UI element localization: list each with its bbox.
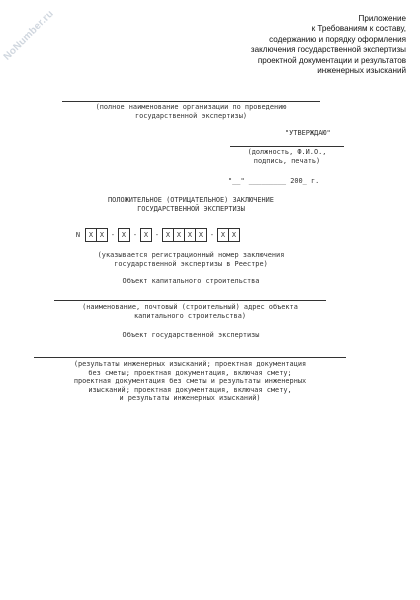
registry-digit-cell: Х [195, 228, 207, 242]
appendix-line: содержанию и порядку оформления [269, 34, 406, 44]
registry-caption-line: (указывается регистрационный номер заключения [97, 251, 285, 259]
org-caption-line: государственной экспертизы) [134, 111, 247, 120]
registry-digit-cell: Х [96, 228, 108, 242]
conclusion-title [62, 196, 320, 213]
conclusion-title-line: ГОСУДАРСТВЕННОЙ ЭКСПЕРТИЗЫ [137, 204, 245, 213]
appendix-line: проектной документации и результатов [257, 55, 406, 65]
registry-digit-cell: Х [184, 228, 196, 242]
number-sign: N [75, 231, 81, 239]
registry-number [71, 227, 240, 243]
capital-object-line [54, 300, 326, 301]
conclusion-title-line: ПОЛОЖИТЕЛЬНОЕ (ОТРИЦАТЕЛЬНОЕ) ЗАКЛЮЧЕНИЕ [108, 196, 274, 204]
capital-object-caption-line: капитального строительства) [133, 311, 246, 320]
expertise-caption-line: и результаты инженерных изысканий) [119, 394, 261, 403]
registry-digit-cell: Х [85, 228, 97, 242]
appendix-line: заключения государственной экспертизы [250, 45, 406, 55]
expertise-object-line [34, 357, 346, 358]
capital-object-caption-line: (наименование, почтовый (строительный) адрес объекта [82, 303, 298, 311]
watermark: NoNumber.ru [1, 8, 56, 63]
registry-digit-cell: Х [173, 228, 185, 242]
registry-digit-cell: Х [162, 228, 174, 242]
registry-digit-cell: Х [118, 228, 130, 242]
approval-date: "__" _________ 200_ г. [228, 177, 320, 185]
expertise-caption-line: (результаты инженерных изысканий; проектная документация [73, 360, 307, 368]
registry-separator: - [154, 231, 160, 239]
registry-separator: - [110, 231, 116, 239]
capital-object-label: Объект капитального строительства [122, 277, 260, 285]
registry-caption-line: государственной экспертизы в Реестре) [114, 259, 268, 268]
registry-caption [62, 251, 320, 268]
registry-separator: - [209, 231, 215, 239]
appendix-line: Приложение [358, 14, 406, 23]
expertise-object-label: Объект государственной экспертизы [122, 331, 260, 339]
expertise-object-caption [20, 360, 360, 403]
appendix-header [206, 14, 406, 76]
registry-digit-cell: Х [228, 228, 240, 242]
appendix-line: к Требованиям к составу, [311, 24, 406, 34]
registry-separator: - [132, 231, 138, 239]
approval-title: "УТВЕРЖДАЮ" [285, 129, 331, 137]
expertise-caption-line: проектная документация без сметы и результаты инженерных [73, 377, 307, 386]
approval-caption-line: (должность, Ф.И.О., [247, 148, 327, 156]
approval-caption [230, 148, 344, 165]
approval-signature-line [230, 146, 344, 147]
org-caption [62, 103, 320, 120]
approval-caption-line: подпись, печать) [253, 156, 321, 165]
registry-digit-cell: Х [217, 228, 229, 242]
expertise-caption-line: изысканий; проектная документация, включая смету, [88, 385, 292, 394]
expertise-caption-line: без сметы; проектная документация, включая смету; [88, 368, 292, 377]
org-caption-line: (полное наименование организации по проведению [95, 103, 287, 111]
capital-object-caption [54, 303, 326, 320]
appendix-line: инженерных изысканий [317, 66, 406, 76]
org-name-line [62, 101, 320, 102]
registry-digit-cell: Х [140, 228, 152, 242]
